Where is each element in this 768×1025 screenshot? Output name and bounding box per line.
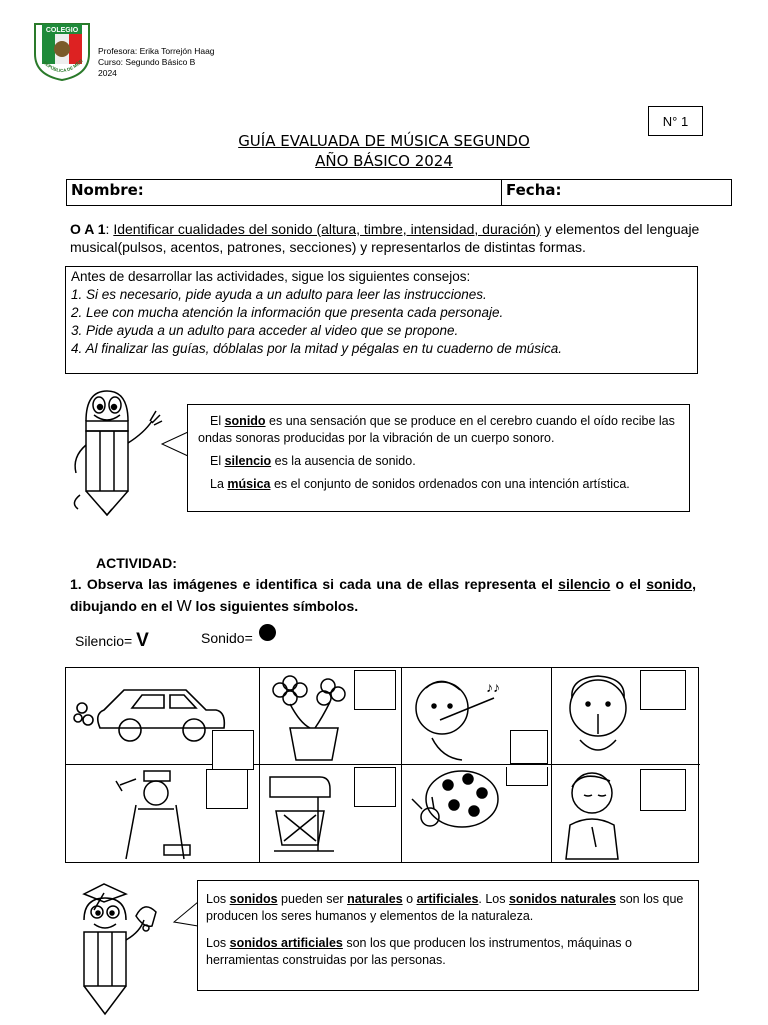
logo-ring-text: REPÚBLICA DE MÉXI	[42, 58, 84, 74]
grid-cell-flower	[260, 668, 402, 765]
course-name: Curso: Segundo Básico B	[98, 57, 196, 67]
answer-box[interactable]	[212, 730, 254, 770]
answer-box[interactable]	[640, 670, 686, 710]
answer-box[interactable]	[206, 769, 248, 809]
teacher-name: Profesora: Erika Torrejón Haag	[98, 46, 215, 56]
term-sonido: sonido	[224, 414, 266, 428]
logo-title: COLEGIO	[45, 27, 79, 34]
course-year: 2024	[98, 68, 117, 78]
term-silencio: silencio	[224, 454, 272, 468]
grid-cell-praying-child	[552, 765, 700, 862]
answer-box[interactable]	[640, 769, 686, 811]
speech-bubble-tail	[160, 430, 190, 460]
answer-box[interactable]	[354, 670, 396, 710]
answer-box[interactable]	[506, 767, 548, 786]
svg-text:♪♪: ♪♪	[486, 679, 500, 695]
image-grid	[65, 667, 699, 863]
grid-cell-car	[66, 668, 260, 765]
sound-types-bubble: Los sonidos pueden ser naturales o artificiales. Los sonidos naturales son los que producen los seres humanos y elementos de la naturaleza. Los sonidos artificiales son los que producen los instrumentos, máquinas o herramientas construidas por las personas.	[197, 880, 699, 991]
objective-underlined: Identificar cualidades del sonido (altura, timbre, intensidad, duración)	[113, 221, 541, 237]
school-logo	[32, 20, 92, 82]
sonido-label: Sonido=	[201, 630, 253, 646]
child-silence-icon	[552, 668, 652, 765]
name-field[interactable]	[67, 180, 502, 205]
activity-question: 1. Observa las imágenes e identifica si cada una de ellas representa el silencio o el sonido, dibujando en el W los siguientes símbolos.	[70, 576, 696, 615]
title-line-1: GUÍA EVALUADA DE MÚSICA SEGUNDO	[238, 132, 530, 150]
sonido-dot-icon	[259, 624, 276, 641]
date-label: Fecha:	[506, 181, 562, 199]
pencil-graduate-illustration	[64, 880, 184, 1020]
tips-intro: Antes de desarrollar las actividades, sigue los siguientes consejos:	[71, 269, 471, 284]
praying-child-icon	[552, 765, 652, 862]
legend-silencio	[75, 630, 149, 652]
number-tag-text: N° 1	[662, 113, 689, 129]
silencio-symbol: V	[136, 630, 149, 651]
tip-item: 4. Al finalizar las guías, dóblalas por la mitad y pégalas en tu cuaderno de música.	[71, 341, 563, 356]
header-info	[98, 46, 215, 79]
term-musica: música	[227, 477, 271, 491]
legend-sonido	[201, 630, 253, 646]
activity-heading: ACTIVIDAD:	[96, 555, 177, 571]
tip-item: 3. Pide ayuda a un adulto para acceder al video que se propone.	[71, 323, 459, 338]
definition-bubble: El sonido es una sensación que se produce en el cerebro cuando el oído recibe las ondas sonoras producidas por la vibración de un cuerpo sonoro. El silencio es la ausencia de sonido. La música es el conjunto de sonidos ordenados con una intención artística.	[187, 404, 690, 512]
grid-cell-boy-flute	[402, 668, 552, 765]
answer-box[interactable]	[510, 730, 548, 764]
title-line-2: AÑO BÁSICO 2024	[315, 152, 453, 170]
name-label: Nombre:	[71, 181, 144, 199]
tips-box	[65, 266, 698, 374]
grid-cell-carpenter	[66, 765, 260, 862]
grid-cell-mixer	[260, 765, 402, 862]
tip-item: 2. Lee con mucha atención la información que presenta cada personaje.	[71, 305, 504, 320]
objective: O A 1: Identificar cualidades del sonido (altura, timbre, intensidad, duración) y elementos del lenguaje musical(pulsos, acentos, patrones, secciones) y representarlos de distintas formas.	[70, 221, 700, 255]
box-glyph: W	[176, 598, 192, 615]
tip-item: 1. Si es necesario, pide ayuda a un adulto para leer las instrucciones.	[71, 287, 487, 302]
grid-cell-ladybug	[402, 765, 552, 862]
answer-box[interactable]	[354, 767, 396, 807]
objective-rest: y elementos del lenguaje musical(pulsos, acentos, patrones, secciones) y representarlos de distintas formas.	[70, 221, 700, 255]
name-date-box	[66, 179, 732, 206]
speech-bubble-tail	[172, 900, 200, 930]
grid-cell-child-shh	[552, 668, 700, 765]
date-field[interactable]	[502, 180, 731, 205]
objective-code: O A 1	[70, 221, 106, 237]
silencio-label: Silencio=	[75, 633, 133, 649]
